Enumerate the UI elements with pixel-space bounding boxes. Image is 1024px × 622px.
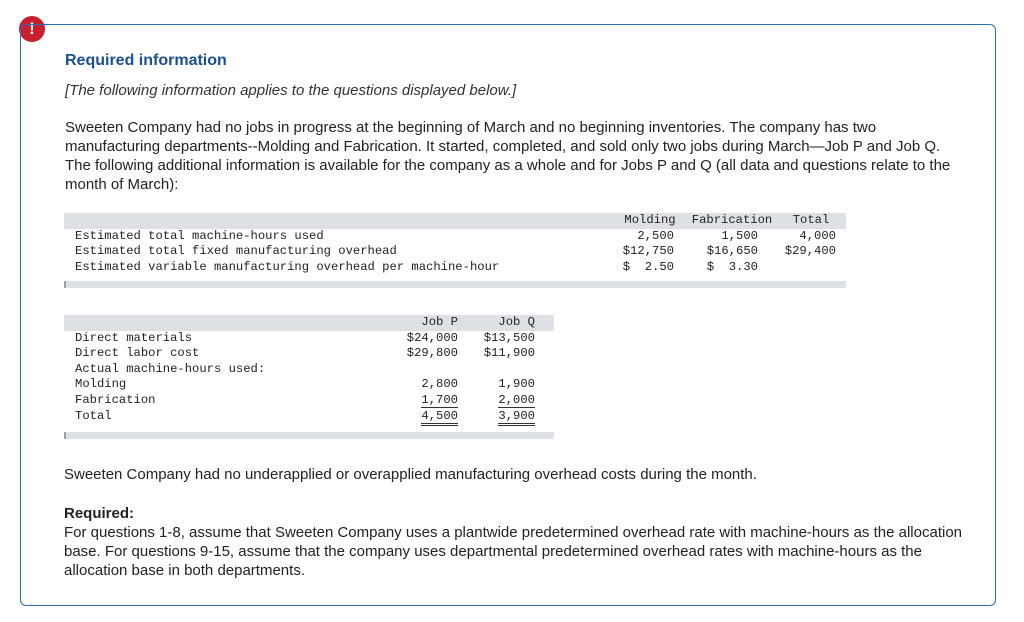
table-row (64, 377, 554, 393)
cell-fabrication: $16,650 (706, 244, 758, 259)
cell-total (776, 260, 846, 276)
table-header-row (64, 213, 846, 229)
cell-job-q: $11,900 (483, 346, 535, 361)
table-row (64, 409, 554, 425)
cell-job-p: 1,700 (421, 392, 458, 407)
table-footer-bar (64, 432, 554, 439)
job-costs-table (64, 315, 554, 439)
table-row (64, 362, 554, 378)
cell-job-q-wrap (472, 409, 554, 425)
table-header-blank (64, 213, 612, 229)
col-header-job-p: Job P (392, 315, 472, 331)
row-label: Molding (75, 377, 127, 392)
cell-fabrication: 1,500 (721, 228, 758, 243)
cell-molding: $ 2.50 (622, 259, 674, 274)
table-header-row (64, 315, 554, 331)
row-label: Total (75, 408, 112, 423)
cell-job-q: 1,900 (498, 377, 535, 392)
overhead-statement: Sweeten Company had no underapplied or overapplied manufacturing overhead costs during the month. (64, 466, 757, 483)
cell-job-q: 2,000 (498, 392, 535, 407)
cell-job-p: 2,800 (421, 377, 458, 392)
col-header-job-q: Job Q (472, 315, 554, 331)
intro-paragraph: Sweeten Company had no jobs in progress at the beginning of March and no beginning inventories. The company has two manufacturing departments--Molding and Fabrication. It started, completed, and sold only two jobs during March—Job P and Job Q. The following additional information is available for the company as a whole and for Jobs P and Q (all data and questions relate to the month of March): (65, 119, 951, 193)
table-header-blank (64, 315, 392, 331)
row-label: Direct labor cost (75, 346, 200, 361)
cell-job-q (472, 362, 554, 378)
cell-total: $29,400 (784, 244, 836, 259)
table-row (64, 393, 554, 409)
cell-job-p: $24,000 (406, 330, 458, 345)
section-title: Required information (65, 52, 227, 69)
required-text: For questions 1-8, assume that Sweeten Company uses a plantwide predetermined overhead rate with machine-hours as the allocation base. For questions 9-15, assume that the company uses departmental predetermined overhead rates with machine-hours as the allocation base in both departments. (64, 524, 963, 579)
row-label: Actual machine-hours used: (75, 361, 266, 376)
table-row (64, 260, 846, 276)
row-label: Estimated total fixed manufacturing overhead (75, 244, 397, 259)
table-row (64, 229, 846, 245)
cell-job-p-wrap (392, 393, 472, 409)
cell-molding: 2,500 (637, 228, 674, 243)
col-header-total: Total (776, 213, 846, 229)
col-header-fabrication: Fabrication (688, 213, 776, 229)
table-row (64, 346, 554, 362)
cell-fabrication: $ 3.30 (706, 259, 758, 274)
overhead-estimates-table (64, 213, 846, 288)
cell-job-q-wrap (472, 393, 554, 409)
required-section (64, 504, 964, 580)
cell-job-p (392, 362, 472, 378)
row-label: Fabrication (75, 392, 156, 407)
table-row (64, 331, 554, 347)
cell-job-q: 3,900 (498, 409, 535, 426)
cell-molding: $12,750 (622, 244, 674, 259)
table-row (64, 244, 846, 260)
cell-job-p: 4,500 (421, 409, 458, 426)
applies-note: [The following information applies to the questions displayed below.] (65, 82, 517, 99)
col-header-molding: Molding (612, 213, 688, 229)
cell-job-p-wrap (392, 409, 472, 425)
table-footer-bar (64, 281, 846, 288)
row-label: Direct materials (75, 330, 193, 345)
card-content (65, 52, 965, 194)
cell-job-q: $13,500 (483, 330, 535, 345)
required-label: Required: (64, 505, 135, 522)
row-label: Estimated variable manufacturing overhead per machine-hour (75, 259, 500, 274)
cell-total: 4,000 (799, 228, 836, 243)
cell-job-p: $29,800 (406, 346, 458, 361)
row-label: Estimated total machine-hours used (75, 228, 324, 243)
alert-icon: ! (19, 16, 45, 42)
